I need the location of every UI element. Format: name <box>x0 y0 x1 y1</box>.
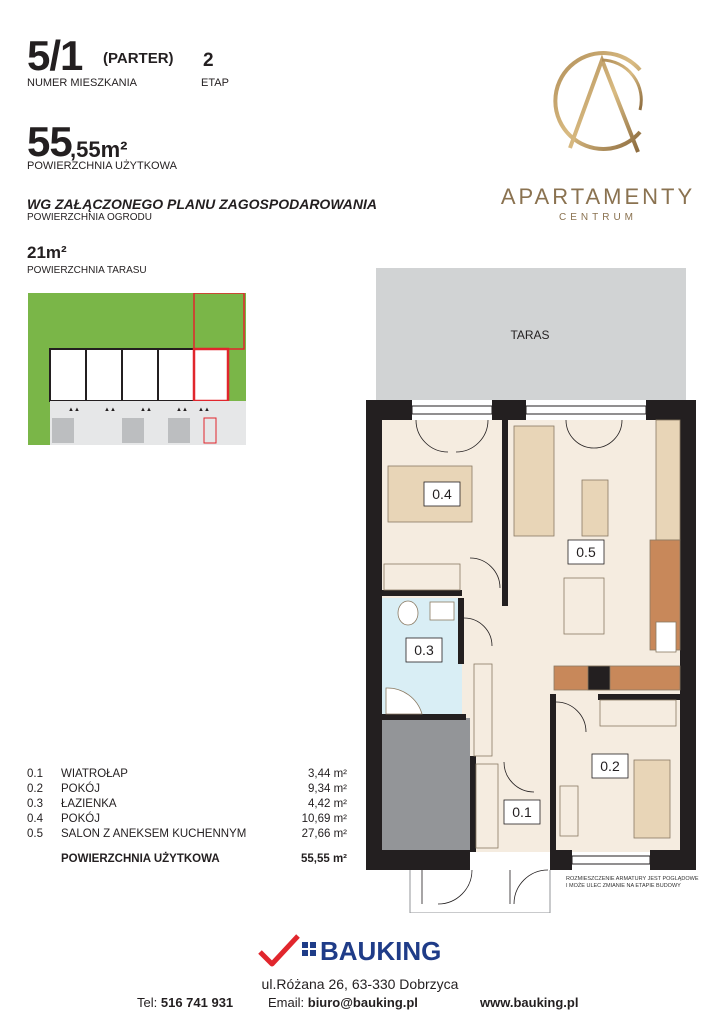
svg-text:▲▲: ▲▲ <box>68 407 80 413</box>
terrace-label: TARAS <box>510 328 550 342</box>
room-name: WIATROŁAP <box>61 768 128 780</box>
apartment-number-label: NUMER MIESZKANIA <box>27 77 138 89</box>
room-area: 4,42 m² <box>308 798 347 810</box>
svg-text:▲▲: ▲▲ <box>104 407 116 413</box>
logo-name: APARTAMENTY <box>500 184 696 209</box>
entrance-steps <box>410 870 550 913</box>
phone-block <box>137 995 233 1010</box>
wardrobe-room-04 <box>384 564 460 590</box>
bathroom-sink <box>430 602 454 620</box>
selected-unit <box>194 349 228 401</box>
phone-number[interactable]: 516 741 931 <box>160 995 234 1010</box>
site-map <box>28 293 246 445</box>
sofa <box>514 426 554 536</box>
bauking-logo <box>258 930 468 972</box>
room-row <box>27 783 347 798</box>
disclaimer-line: ROZMIESZCZENIE ARMATURY JEST POGLĄDOWE <box>566 876 699 882</box>
room-label-03: 0.3 <box>414 642 434 658</box>
room-label-04: 0.4 <box>432 486 452 502</box>
cooktop <box>588 666 610 690</box>
kitchen-island <box>554 666 680 690</box>
room-number: 0.4 <box>27 813 43 825</box>
total-value: 55,55 m² <box>300 853 347 865</box>
room-row <box>27 813 347 828</box>
desk <box>560 786 578 836</box>
room-name: POKÓJ <box>61 783 100 795</box>
storage-block <box>382 718 470 864</box>
svg-text:▲▲: ▲▲ <box>198 407 210 413</box>
room-number: 0.3 <box>27 798 43 810</box>
contact-row <box>0 995 724 1015</box>
floor-plan <box>360 268 700 913</box>
room-number: 0.5 <box>27 828 43 840</box>
phone-label: Tel: <box>137 995 158 1010</box>
room-label-01: 0.1 <box>512 804 532 820</box>
total-label: POWIERZCHNIA UŻYTKOWA <box>61 853 220 865</box>
usable-area-label: POWIERZCHNIA UŻYTKOWA <box>27 160 177 172</box>
hall-wardrobe <box>474 664 492 756</box>
room-row <box>27 828 347 843</box>
room-number: 0.2 <box>27 783 43 795</box>
usable-area-whole: 55 <box>27 118 72 165</box>
bed-room-02 <box>634 760 670 838</box>
room-area: 3,44 m² <box>308 768 347 780</box>
checkmark-icon <box>260 936 298 964</box>
svg-text:▲▲: ▲▲ <box>176 407 188 413</box>
stage-value: 2 <box>203 50 214 71</box>
brand-name: BAUKING <box>320 936 442 966</box>
room-area: 27,66 m² <box>301 828 347 840</box>
company-address: ul.Różana 26, 63-330 Dobrzyca <box>261 976 459 992</box>
apartment-level: (PARTER) <box>103 50 174 67</box>
wardrobe-room-02 <box>600 700 676 726</box>
tv-cabinet <box>656 420 680 540</box>
stage-label: ETAP <box>201 77 229 89</box>
room-number: 0.1 <box>27 768 43 780</box>
room-name: POKÓJ <box>61 813 100 825</box>
room-row <box>27 768 347 783</box>
email-block <box>268 995 418 1010</box>
svg-text:▲▲: ▲▲ <box>140 407 152 413</box>
room-name: ŁAZIENKA <box>61 798 117 810</box>
garden-area-value: WG ZAŁĄCZONEGO PLANU ZAGOSPODAROWANIA <box>27 196 377 212</box>
room-name: SALON Z ANEKSEM KUCHENNYM <box>61 828 247 840</box>
room-table <box>27 768 347 869</box>
dining-table <box>564 578 604 634</box>
room-row <box>27 798 347 813</box>
disclaimer-line: I MOŻE ULEC ZMIANIE NA ETAPIE BUDOWY <box>566 883 681 889</box>
terrace-area-value: 21m² <box>27 243 67 262</box>
apartment-number: 5/1 <box>27 32 83 79</box>
logo-subtitle: CENTRUM <box>559 212 637 223</box>
garden-area-label: POWIERZCHNIA OGRODU <box>27 212 153 223</box>
room-area: 9,34 m² <box>308 783 347 795</box>
entrance-wardrobe <box>476 764 498 848</box>
fixtures-disclaimer <box>566 876 706 890</box>
email-link[interactable]: biuro@bauking.pl <box>307 995 418 1010</box>
room-area: 10,69 m² <box>301 813 347 825</box>
email-label: Email: <box>268 995 305 1010</box>
coffee-table <box>582 480 608 536</box>
terrace-area-label: POWIERZCHNIA TARASU <box>27 265 147 276</box>
bauking-grid-icon <box>302 942 316 956</box>
website-link[interactable]: www.bauking.pl <box>480 995 579 1010</box>
room-label-02: 0.2 <box>600 758 620 774</box>
apartamenty-logo-icon <box>540 40 660 160</box>
toilet <box>398 601 418 625</box>
kitchen-sink <box>656 622 676 652</box>
usable-area-decimals: ,55m² <box>70 137 128 162</box>
building-units <box>50 349 228 401</box>
total-row <box>27 853 347 869</box>
room-label-05: 0.5 <box>576 544 596 560</box>
